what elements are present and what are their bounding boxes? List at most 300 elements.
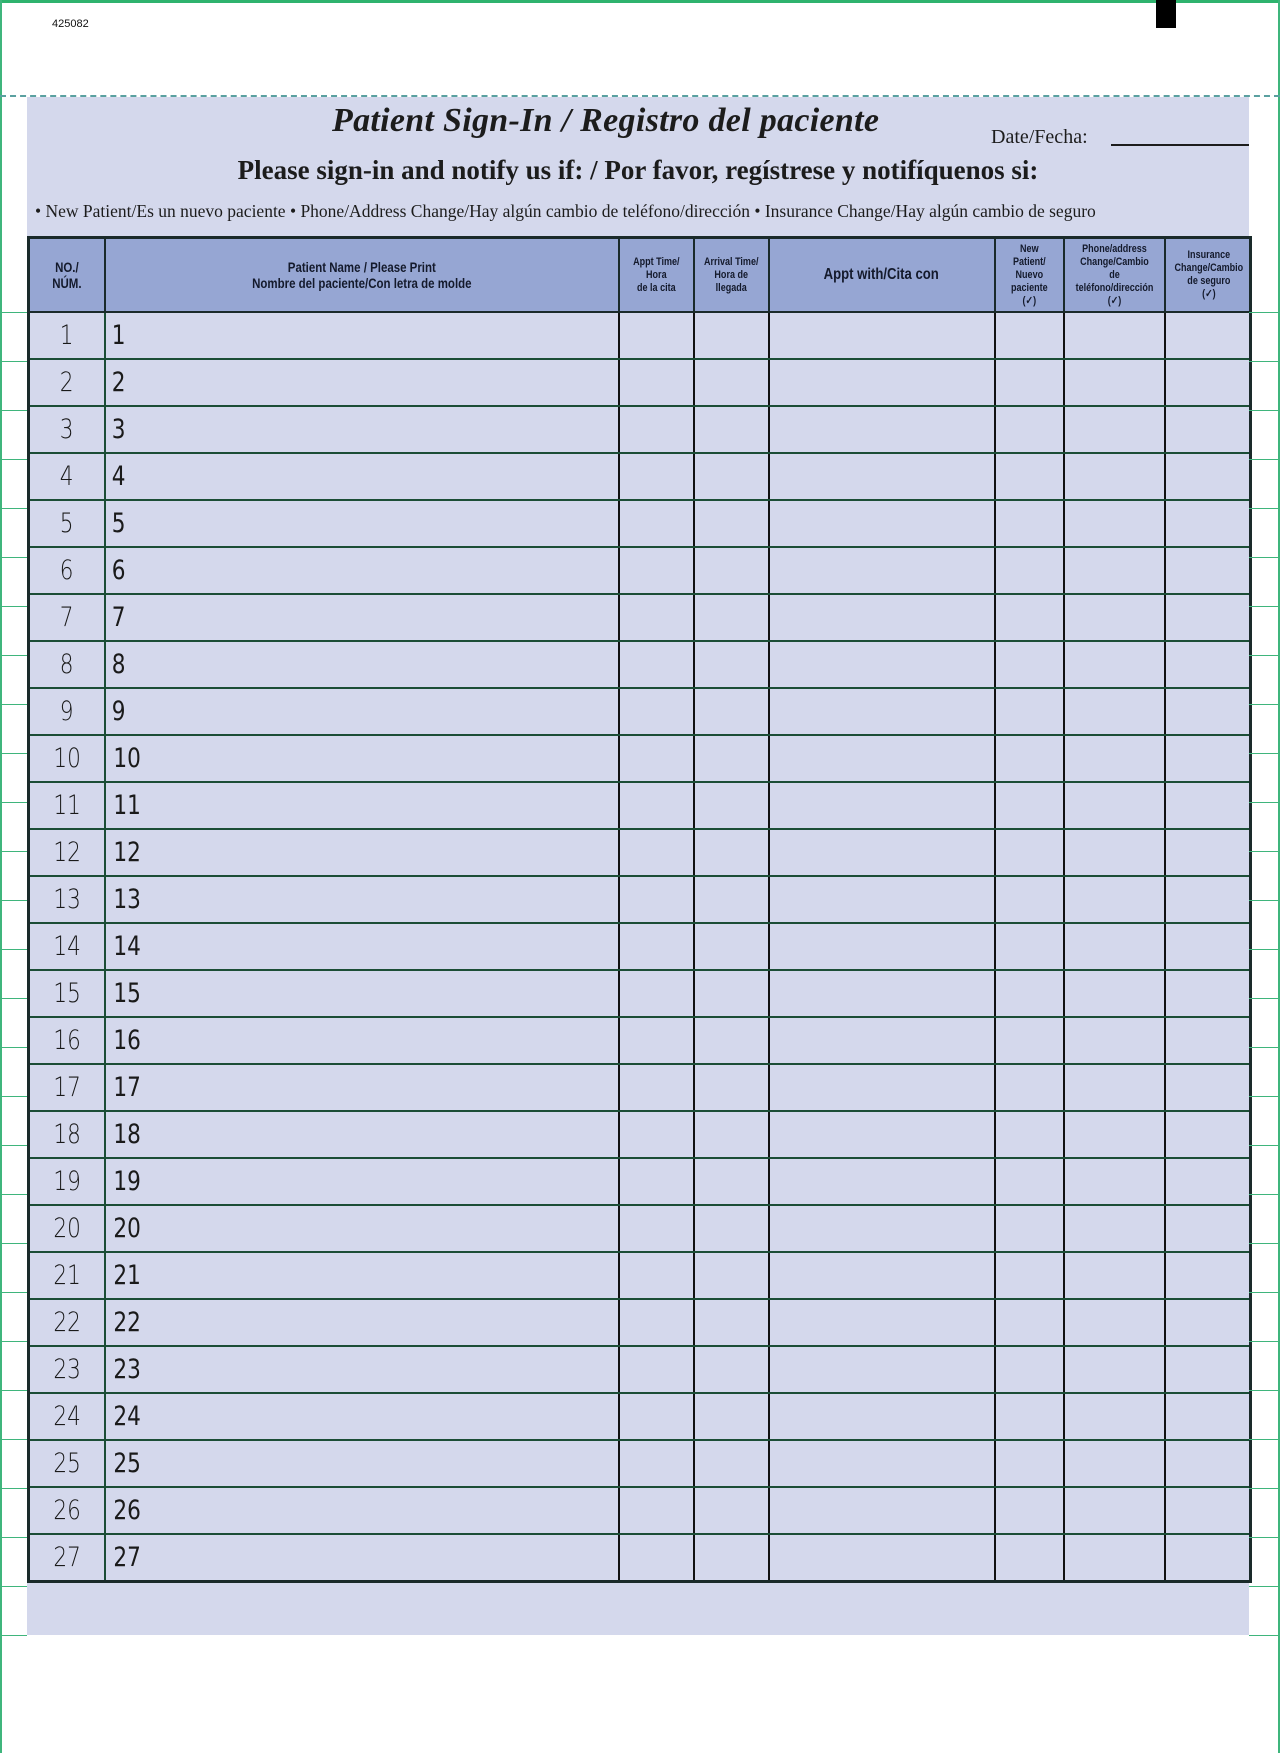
patient-name-field[interactable] <box>105 1158 619 1205</box>
new-patient-checkbox[interactable] <box>995 688 1064 735</box>
insurance-change-checkbox[interactable] <box>1165 453 1251 500</box>
new-patient-checkbox[interactable] <box>995 876 1064 923</box>
insurance-change-checkbox[interactable] <box>1165 1017 1251 1064</box>
insurance-change-checkbox[interactable] <box>1165 1487 1251 1534</box>
row-number-label: 21 <box>52 1260 81 1291</box>
new-patient-checkbox[interactable] <box>995 547 1064 594</box>
new-patient-checkbox[interactable] <box>995 1299 1064 1346</box>
phone-address-change-checkbox[interactable] <box>1064 1440 1165 1487</box>
phone-address-change-checkbox[interactable] <box>1064 970 1165 1017</box>
phone-address-change-checkbox[interactable] <box>1064 547 1165 594</box>
trim-guide-line <box>0 851 27 852</box>
name-line-number: 27 <box>112 1542 141 1573</box>
appt-time-field[interactable] <box>619 829 694 876</box>
trim-guide-line <box>1249 1635 1280 1636</box>
table-row <box>29 1064 1251 1111</box>
trim-guide-line <box>0 312 27 313</box>
appt-time-field[interactable] <box>619 594 694 641</box>
row-number <box>29 1064 105 1111</box>
table-row <box>29 688 1251 735</box>
trim-guide-line <box>1249 557 1280 558</box>
arrival-time-field[interactable] <box>694 500 769 547</box>
phone-address-change-checkbox[interactable] <box>1064 735 1165 782</box>
arrival-time-field[interactable] <box>694 1487 769 1534</box>
appt-time-field[interactable] <box>619 312 694 359</box>
name-line-number: 23 <box>112 1354 141 1385</box>
table-row <box>29 1534 1251 1582</box>
patient-name-field[interactable] <box>105 594 619 641</box>
appt-time-field[interactable] <box>619 688 694 735</box>
new-patient-checkbox[interactable] <box>995 1064 1064 1111</box>
col-header-arrival-time: Arrival Time/ Hora de llegada <box>694 238 769 313</box>
row-number-label: 18 <box>52 1119 81 1150</box>
date-field[interactable] <box>1111 144 1249 146</box>
appt-time-field[interactable] <box>619 923 694 970</box>
insurance-change-checkbox[interactable] <box>1165 1346 1251 1393</box>
table-row <box>29 876 1251 923</box>
name-line-number: 24 <box>112 1401 141 1432</box>
row-number-label: 16 <box>52 1025 81 1056</box>
table-row <box>29 1252 1251 1299</box>
name-line-number: 1 <box>111 320 125 351</box>
row-number <box>29 453 105 500</box>
col-header-patient-name: Patient Name / Please Print Nombre del paciente/Con letra de molde <box>105 238 619 313</box>
phone-address-change-checkbox[interactable] <box>1064 1111 1165 1158</box>
name-line-number: 2 <box>111 367 125 398</box>
trim-guide-line <box>1249 1390 1280 1391</box>
table-row <box>29 735 1251 782</box>
new-patient-checkbox[interactable] <box>995 1252 1064 1299</box>
new-patient-checkbox[interactable] <box>995 1017 1064 1064</box>
appt-with-field[interactable] <box>769 1205 995 1252</box>
table-row <box>29 1111 1251 1158</box>
row-number-label: 26 <box>52 1495 81 1526</box>
title-row <box>27 100 1249 148</box>
new-patient-checkbox[interactable] <box>995 735 1064 782</box>
form-id: 425082 <box>52 18 89 30</box>
name-line-number: 6 <box>111 555 125 586</box>
arrival-time-field[interactable] <box>694 688 769 735</box>
table-row <box>29 641 1251 688</box>
phone-address-change-checkbox[interactable] <box>1064 1346 1165 1393</box>
appt-time-field[interactable] <box>619 1017 694 1064</box>
patient-name-field[interactable] <box>105 312 619 359</box>
arrival-time-field[interactable] <box>694 1205 769 1252</box>
phone-address-change-checkbox[interactable] <box>1064 1205 1165 1252</box>
appt-with-field[interactable] <box>769 594 995 641</box>
insurance-change-checkbox[interactable] <box>1165 641 1251 688</box>
trim-guide-line <box>0 1145 27 1146</box>
row-number <box>29 1393 105 1440</box>
new-patient-checkbox[interactable] <box>995 1487 1064 1534</box>
appt-time-field[interactable] <box>619 1346 694 1393</box>
table-row <box>29 829 1251 876</box>
name-line-number: 16 <box>112 1025 141 1056</box>
appt-time-field[interactable] <box>619 782 694 829</box>
insurance-change-checkbox[interactable] <box>1165 923 1251 970</box>
insurance-change-checkbox[interactable] <box>1165 688 1251 735</box>
patient-name-field[interactable] <box>105 923 619 970</box>
trim-guide-line <box>1249 753 1280 754</box>
insurance-change-checkbox[interactable] <box>1165 1252 1251 1299</box>
name-line-number: 5 <box>111 508 125 539</box>
appt-with-field[interactable] <box>769 359 995 406</box>
phone-address-change-checkbox[interactable] <box>1064 1064 1165 1111</box>
patient-name-field[interactable] <box>105 1017 619 1064</box>
new-patient-checkbox[interactable] <box>995 312 1064 359</box>
table-row <box>29 453 1251 500</box>
trim-guide-line <box>0 1586 27 1587</box>
insurance-change-checkbox[interactable] <box>1165 1534 1251 1582</box>
row-number-label: 23 <box>52 1354 81 1385</box>
trim-guide-line <box>1249 998 1280 999</box>
trim-guide-line <box>0 1537 27 1538</box>
arrival-time-field[interactable] <box>694 735 769 782</box>
row-number <box>29 547 105 594</box>
phone-address-change-checkbox[interactable] <box>1064 1299 1165 1346</box>
table-row <box>29 782 1251 829</box>
appt-time-field[interactable] <box>619 1205 694 1252</box>
appt-with-field[interactable] <box>769 688 995 735</box>
notify-conditions: • New Patient/Es un nuevo paciente • Phone/Address Change/Hay algún cambio de teléfono/dirección • Insurance Change/Hay algún cambio de seguro <box>35 201 1096 221</box>
new-patient-checkbox[interactable] <box>995 594 1064 641</box>
appt-with-field[interactable] <box>769 406 995 453</box>
table-header-row <box>29 238 1251 313</box>
row-number-label: 22 <box>52 1307 81 1338</box>
appt-with-field[interactable] <box>769 876 995 923</box>
name-line-number: 26 <box>112 1495 141 1526</box>
trim-guide-line <box>0 1635 27 1636</box>
patient-name-field[interactable] <box>105 829 619 876</box>
appt-time-field[interactable] <box>619 406 694 453</box>
appt-time-field[interactable] <box>619 1487 694 1534</box>
new-patient-checkbox[interactable] <box>995 970 1064 1017</box>
phone-address-change-checkbox[interactable] <box>1064 453 1165 500</box>
trim-guide-line <box>0 1047 27 1048</box>
insurance-change-checkbox[interactable] <box>1165 406 1251 453</box>
phone-address-change-checkbox[interactable] <box>1064 1393 1165 1440</box>
appt-with-field[interactable] <box>769 923 995 970</box>
insurance-change-checkbox[interactable] <box>1165 312 1251 359</box>
name-line-number: 14 <box>112 931 141 962</box>
patient-name-field[interactable] <box>105 876 619 923</box>
appt-with-field[interactable] <box>769 1487 995 1534</box>
appt-time-field[interactable] <box>619 453 694 500</box>
row-number-label: 4 <box>59 461 74 492</box>
row-number-label: 8 <box>59 649 74 680</box>
new-patient-checkbox[interactable] <box>995 1534 1064 1582</box>
row-number <box>29 1158 105 1205</box>
trim-guide-line <box>0 557 27 558</box>
appt-time-field[interactable] <box>619 1393 694 1440</box>
appt-with-field[interactable] <box>769 782 995 829</box>
patient-name-field[interactable] <box>105 1252 619 1299</box>
arrival-time-field[interactable] <box>694 312 769 359</box>
phone-address-change-checkbox[interactable] <box>1064 1487 1165 1534</box>
insurance-change-checkbox[interactable] <box>1165 1064 1251 1111</box>
trim-guide-line <box>1249 1243 1280 1244</box>
trim-guide-line <box>0 1488 27 1489</box>
phone-address-change-checkbox[interactable] <box>1064 1158 1165 1205</box>
appt-time-field[interactable] <box>619 1440 694 1487</box>
instructions-heading: Please sign-in and notify us if: / Por favor, regístrese y notifíquenos si: <box>237 155 1039 185</box>
row-number <box>29 1111 105 1158</box>
appt-with-field[interactable] <box>769 1252 995 1299</box>
arrival-time-field[interactable] <box>694 359 769 406</box>
insurance-change-checkbox[interactable] <box>1165 500 1251 547</box>
new-patient-checkbox[interactable] <box>995 641 1064 688</box>
patient-name-field[interactable] <box>105 970 619 1017</box>
table-row <box>29 1440 1251 1487</box>
patient-name-field[interactable] <box>105 1205 619 1252</box>
patient-name-field[interactable] <box>105 453 619 500</box>
appt-with-field[interactable] <box>769 1299 995 1346</box>
insurance-change-checkbox[interactable] <box>1165 876 1251 923</box>
row-number <box>29 641 105 688</box>
arrival-time-field[interactable] <box>694 1158 769 1205</box>
row-number <box>29 735 105 782</box>
insurance-change-checkbox[interactable] <box>1165 1440 1251 1487</box>
trim-guide-line <box>1249 655 1280 656</box>
appt-time-field[interactable] <box>619 735 694 782</box>
appt-with-field[interactable] <box>769 453 995 500</box>
arrival-time-field[interactable] <box>694 1064 769 1111</box>
table-row <box>29 1393 1251 1440</box>
new-patient-checkbox[interactable] <box>995 1158 1064 1205</box>
phone-address-change-checkbox[interactable] <box>1064 641 1165 688</box>
row-number <box>29 1346 105 1393</box>
new-patient-checkbox[interactable] <box>995 1346 1064 1393</box>
insurance-change-checkbox[interactable] <box>1165 1111 1251 1158</box>
new-patient-checkbox[interactable] <box>995 1111 1064 1158</box>
appt-with-field[interactable] <box>769 312 995 359</box>
phone-address-change-checkbox[interactable] <box>1064 500 1165 547</box>
row-number-label: 13 <box>52 884 81 915</box>
patient-name-field[interactable] <box>105 1393 619 1440</box>
row-number-label: 12 <box>52 837 81 868</box>
arrival-time-field[interactable] <box>694 547 769 594</box>
arrival-time-field[interactable] <box>694 1017 769 1064</box>
patient-name-field[interactable] <box>105 1299 619 1346</box>
arrival-time-field[interactable] <box>694 594 769 641</box>
patient-name-field[interactable] <box>105 500 619 547</box>
arrival-time-field[interactable] <box>694 406 769 453</box>
row-number <box>29 782 105 829</box>
trim-guide-line <box>1249 1145 1280 1146</box>
arrival-time-field[interactable] <box>694 970 769 1017</box>
appt-time-field[interactable] <box>619 876 694 923</box>
arrival-time-field[interactable] <box>694 1440 769 1487</box>
appt-with-field[interactable] <box>769 1393 995 1440</box>
appt-time-field[interactable] <box>619 1158 694 1205</box>
patient-name-field[interactable] <box>105 1346 619 1393</box>
arrival-time-field[interactable] <box>694 1393 769 1440</box>
name-line-number: 22 <box>112 1307 141 1338</box>
patient-name-field[interactable] <box>105 1534 619 1582</box>
phone-address-change-checkbox[interactable] <box>1064 688 1165 735</box>
trim-guide-line <box>1249 1194 1280 1195</box>
insurance-change-checkbox[interactable] <box>1165 1205 1251 1252</box>
appt-with-field[interactable] <box>769 641 995 688</box>
table-row <box>29 1158 1251 1205</box>
arrival-time-field[interactable] <box>694 1534 769 1582</box>
insurance-change-checkbox[interactable] <box>1165 359 1251 406</box>
appt-time-field[interactable] <box>619 359 694 406</box>
appt-with-field[interactable] <box>769 1158 995 1205</box>
trim-guide-line <box>0 753 27 754</box>
trim-guide-line <box>0 1439 27 1440</box>
row-number <box>29 500 105 547</box>
appt-time-field[interactable] <box>619 1299 694 1346</box>
appt-with-field[interactable] <box>769 735 995 782</box>
phone-address-change-checkbox[interactable] <box>1064 406 1165 453</box>
name-line-number: 10 <box>112 743 141 774</box>
insurance-change-checkbox[interactable] <box>1165 829 1251 876</box>
appt-with-field[interactable] <box>769 547 995 594</box>
trim-guide-line <box>0 410 27 411</box>
name-line-number: 13 <box>112 884 141 915</box>
trim-guide-line <box>0 1096 27 1097</box>
trim-guide-line <box>0 655 27 656</box>
trim-guide-line <box>1249 1439 1280 1440</box>
patient-name-field[interactable] <box>105 359 619 406</box>
top-edge-line <box>0 0 1280 3</box>
phone-address-change-checkbox[interactable] <box>1064 1534 1165 1582</box>
patient-name-field[interactable] <box>105 406 619 453</box>
appt-time-field[interactable] <box>619 1534 694 1582</box>
row-number-label: 14 <box>52 931 81 962</box>
arrival-time-field[interactable] <box>694 923 769 970</box>
left-edge-line <box>0 0 2 1753</box>
patient-name-field[interactable] <box>105 735 619 782</box>
new-patient-checkbox[interactable] <box>995 406 1064 453</box>
appt-with-field[interactable] <box>769 500 995 547</box>
arrival-time-field[interactable] <box>694 829 769 876</box>
appt-time-field[interactable] <box>619 641 694 688</box>
appt-time-field[interactable] <box>619 1111 694 1158</box>
new-patient-checkbox[interactable] <box>995 453 1064 500</box>
phone-address-change-checkbox[interactable] <box>1064 1252 1165 1299</box>
phone-address-change-checkbox[interactable] <box>1064 594 1165 641</box>
new-patient-checkbox[interactable] <box>995 829 1064 876</box>
patient-name-field[interactable] <box>105 782 619 829</box>
row-number-label: 19 <box>52 1166 81 1197</box>
col-header-insurance-change: Insurance Change/Cambio de seguro (✓) <box>1165 238 1251 313</box>
phone-address-change-checkbox[interactable] <box>1064 312 1165 359</box>
phone-address-change-checkbox[interactable] <box>1064 829 1165 876</box>
trim-guide-line <box>1249 949 1280 950</box>
phone-address-change-checkbox[interactable] <box>1064 923 1165 970</box>
trim-guide-line <box>0 1194 27 1195</box>
name-line-number: 18 <box>112 1119 141 1150</box>
trim-guide-line <box>0 361 27 362</box>
trim-guide-line <box>0 459 27 460</box>
appt-with-field[interactable] <box>769 970 995 1017</box>
row-number <box>29 1205 105 1252</box>
row-number-label: 27 <box>52 1542 81 1573</box>
col-header-number: NO./ NÚM. <box>29 238 105 313</box>
appt-with-field[interactable] <box>769 829 995 876</box>
arrival-time-field[interactable] <box>694 1299 769 1346</box>
name-line-number: 4 <box>111 461 125 492</box>
appt-with-field[interactable] <box>769 1064 995 1111</box>
phone-address-change-checkbox[interactable] <box>1064 359 1165 406</box>
patient-name-field[interactable] <box>105 1111 619 1158</box>
patient-name-field[interactable] <box>105 1440 619 1487</box>
insurance-change-checkbox[interactable] <box>1165 1299 1251 1346</box>
insurance-change-checkbox[interactable] <box>1165 735 1251 782</box>
insurance-change-checkbox[interactable] <box>1165 970 1251 1017</box>
patient-name-field[interactable] <box>105 1064 619 1111</box>
arrival-time-field[interactable] <box>694 1346 769 1393</box>
table-row <box>29 1205 1251 1252</box>
row-number-label: 2 <box>59 367 74 398</box>
arrival-time-field[interactable] <box>694 453 769 500</box>
patient-name-field[interactable] <box>105 688 619 735</box>
appt-time-field[interactable] <box>619 500 694 547</box>
new-patient-checkbox[interactable] <box>995 1393 1064 1440</box>
insurance-change-checkbox[interactable] <box>1165 547 1251 594</box>
name-line-number: 15 <box>112 978 141 1009</box>
trim-guide-line <box>1249 1096 1280 1097</box>
trim-guide-line <box>0 802 27 803</box>
phone-address-change-checkbox[interactable] <box>1064 782 1165 829</box>
phone-address-change-checkbox[interactable] <box>1064 1017 1165 1064</box>
appt-with-field[interactable] <box>769 1111 995 1158</box>
patient-name-field[interactable] <box>105 1487 619 1534</box>
new-patient-checkbox[interactable] <box>995 782 1064 829</box>
appt-with-field[interactable] <box>769 1017 995 1064</box>
insurance-change-checkbox[interactable] <box>1165 782 1251 829</box>
col-header-appt-time: Appt Time/ Hora de la cita <box>619 238 694 313</box>
arrival-time-field[interactable] <box>694 641 769 688</box>
table-row <box>29 970 1251 1017</box>
appt-time-field[interactable] <box>619 1064 694 1111</box>
new-patient-checkbox[interactable] <box>995 923 1064 970</box>
new-patient-checkbox[interactable] <box>995 359 1064 406</box>
trim-guide-line <box>0 1341 27 1342</box>
appt-time-field[interactable] <box>619 970 694 1017</box>
appt-with-field[interactable] <box>769 1534 995 1582</box>
row-number-label: 7 <box>59 602 74 633</box>
row-number-label: 24 <box>52 1401 81 1432</box>
patient-name-field[interactable] <box>105 547 619 594</box>
new-patient-checkbox[interactable] <box>995 1205 1064 1252</box>
appt-with-field[interactable] <box>769 1440 995 1487</box>
name-line-number: 20 <box>112 1213 141 1244</box>
appt-time-field[interactable] <box>619 547 694 594</box>
table-row <box>29 923 1251 970</box>
new-patient-checkbox[interactable] <box>995 500 1064 547</box>
trim-guide-line <box>0 704 27 705</box>
insurance-change-checkbox[interactable] <box>1165 1158 1251 1205</box>
patient-name-field[interactable] <box>105 641 619 688</box>
row-number <box>29 1534 105 1582</box>
insurance-change-checkbox[interactable] <box>1165 1393 1251 1440</box>
arrival-time-field[interactable] <box>694 1111 769 1158</box>
arrival-time-field[interactable] <box>694 1252 769 1299</box>
insurance-change-checkbox[interactable] <box>1165 594 1251 641</box>
arrival-time-field[interactable] <box>694 876 769 923</box>
new-patient-checkbox[interactable] <box>995 1440 1064 1487</box>
row-number <box>29 1299 105 1346</box>
arrival-time-field[interactable] <box>694 782 769 829</box>
phone-address-change-checkbox[interactable] <box>1064 876 1165 923</box>
name-line-number: 19 <box>112 1166 141 1197</box>
appt-time-field[interactable] <box>619 1252 694 1299</box>
row-number-label: 9 <box>59 696 74 727</box>
appt-with-field[interactable] <box>769 1346 995 1393</box>
